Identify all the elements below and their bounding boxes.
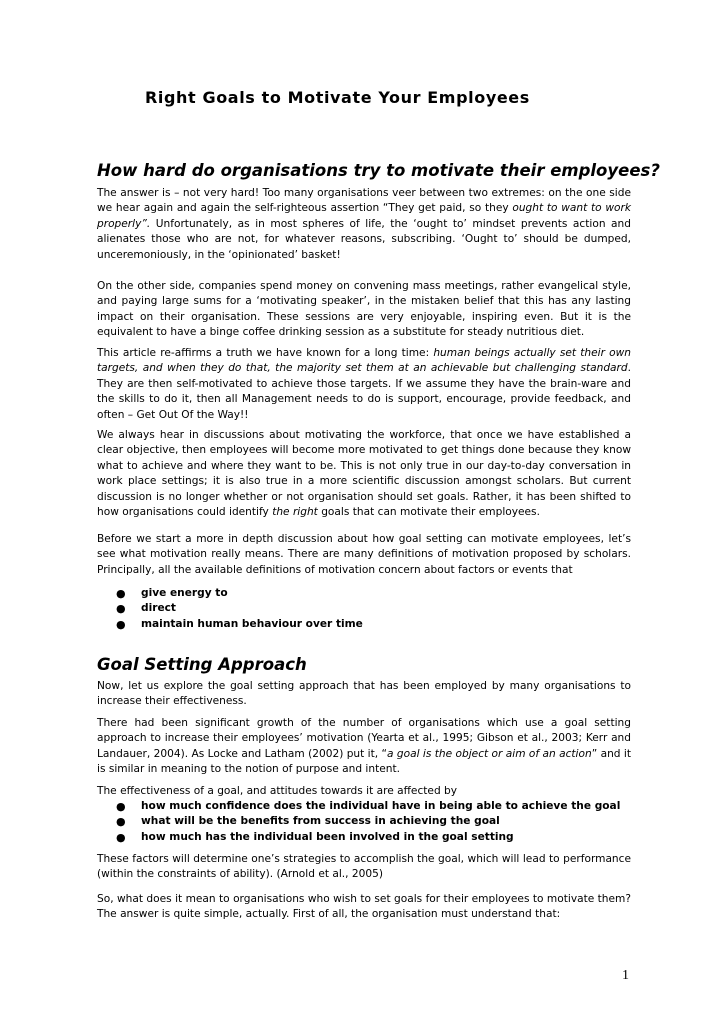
paragraph-article-truth [97, 346, 631, 423]
section-heading-goal-setting: Goal Setting Approach [97, 655, 307, 674]
text-run: goals that can motivate their employees. [317, 506, 540, 519]
motivation-bullet-list [97, 586, 631, 632]
list-item-text: what will be the benefits from success in achieving the goal [141, 815, 500, 828]
list-item-text: maintain human behaviour over time [141, 617, 363, 630]
emphasis-text: a goal is the object or aim of an action [387, 747, 592, 760]
list-item-text: give energy to [141, 587, 228, 599]
text-run: This article re-affirms a truth we have known for a long time: [97, 347, 434, 359]
paragraph-answer [97, 186, 631, 263]
text-run: There had been significant growth of the number of organisations which use a goal setting approach to increase their employees’ motivation (Yearta et al., 1995; Gibson et al., 2003; Kerr and Landauer, 2004). As Locke and Latham (2002) put it, “ [97, 717, 631, 760]
paragraph-effectiveness: The effectiveness of a goal, and attitudes towards it are affected by [97, 785, 458, 797]
bullet-icon: ● [116, 617, 126, 631]
text-run: . They are then self-motivated to achieve those targets. If we assume they have the brain-ware and the skills to do it, then all Management needs to do is support, encourage, provide feedback, and often – Get Out Of the Way!! [97, 362, 631, 421]
list-item [97, 830, 631, 845]
list-item [97, 799, 631, 814]
emphasis-text: the right [272, 506, 318, 519]
page-number: 1 [622, 968, 629, 983]
paragraph-what-does-it-mean: So, what does it mean to organisations who wish to set goals for their employees to motivate them? The answer is quite simple, actually. First of all, the organisation must understand that: [97, 893, 631, 921]
paragraph-explore: Now, let us explore the goal setting approach that has been employed by many organisations to increase their effectiveness. [97, 680, 631, 708]
paragraph-discussions [97, 428, 631, 520]
paragraph-growth [97, 716, 631, 778]
list-item-text: direct [141, 602, 176, 615]
bullet-icon: ● [116, 602, 126, 616]
text-run: ” and it is similar in meaning to the notion of purpose and intent. [97, 747, 631, 776]
bullet-icon: ● [116, 800, 126, 813]
paragraph-other-side: On the other side, companies spend money on convening mass meetings, rather evangelical style, and paying large sums for a ‘motivating speaker’, in the mistaken belief that this has any lasting impact on their organisation. These sessions are very enjoyable, inspiring even. But it is the equivalent to have a binge coffee drinking session as a substitute for steady nutritious diet. [97, 280, 631, 339]
bullet-icon: ● [116, 815, 126, 829]
list-item [97, 601, 631, 616]
list-item [97, 617, 631, 632]
list-item-text: how much confidence does the individual have in being able to achieve the goal [141, 800, 621, 812]
bullet-icon: ● [116, 830, 126, 844]
emphasis-text: human beings actually set their own targets, and when they do that, the majority set them at an achievable but challenging standard [97, 347, 631, 375]
page-title: Right Goals to Motivate Your Employees [145, 88, 530, 107]
text-run: We always hear in discussions about motivating the workforce, that once we have established a clear objective, then employees will become more motivated to get things done because they know what to achieve and where they want to be. This is not only true in our day-to-day conversation in work place settings; it is also true in a more scientific discussion amongst scholars. But current discussion is no longer whether or not organisation should set goals. Rather, it has been shifted to how organisations could identify [97, 429, 631, 519]
paragraph-factors: These factors will determine one’s strategies to accomplish the goal, which will lead to performance (within the constraints of ability). (Arnold et al., 2005) [97, 853, 631, 881]
text-run: Unfortunately, as in most spheres of life, the ‘ought to’ mindset prevents action and alienates those who are not, for whatever reasons, subscribing. ‘Ought to’ should be dumped, unceremoniously, in the ‘opinionated’ basket! [97, 217, 631, 261]
emphasis-text: ought to want to work properly”. [97, 202, 631, 230]
section-heading-motivation: How hard do organisations try to motivate their employees? [97, 161, 660, 180]
list-item [97, 814, 631, 829]
text-run: The answer is – not very hard! Too many organisations veer between two extremes: on the one side we hear again and again the self-righteous assertion “They get paid, so they [97, 187, 631, 215]
paragraph-motivation-definition: Before we start a more in depth discussion about how goal setting can motivate employees, let’s see what motivation really means. There are many definitions of motivation proposed by scholars. Principally, all the available definitions of motivation concern about factors or events that [97, 533, 631, 576]
bullet-icon: ● [116, 587, 126, 600]
list-item [97, 586, 631, 601]
list-item-text: how much has the individual been involved in the goal setting [141, 830, 514, 843]
goal-factors-bullet-list [97, 799, 631, 845]
